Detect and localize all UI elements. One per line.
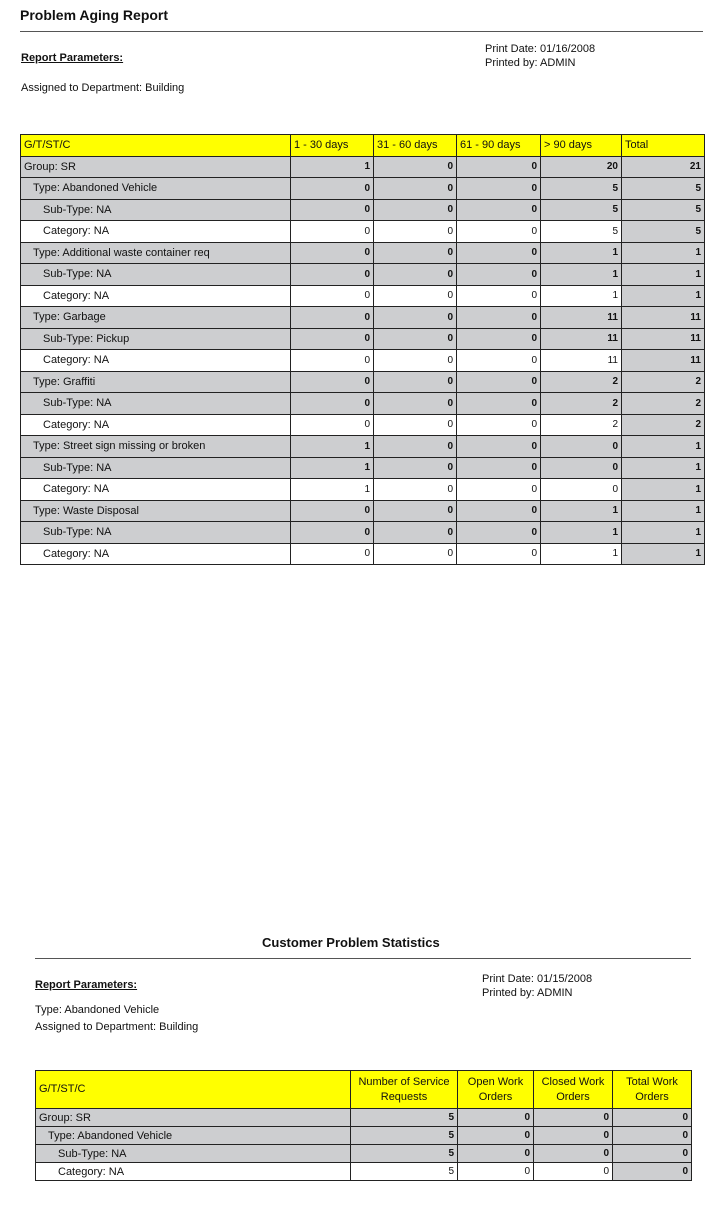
department-parameter: Assigned to Department: Building — [21, 82, 185, 94]
title-divider — [20, 31, 703, 32]
row-value: 0 — [374, 457, 457, 479]
row-value: 0 — [374, 156, 457, 178]
row-label: Sub-Type: Pickup — [21, 328, 291, 350]
table-row — [21, 457, 705, 479]
table-row — [21, 264, 705, 286]
column-header-1-30: 1 - 30 days — [291, 135, 374, 157]
row-value: 0 — [457, 178, 541, 200]
row-value: 2 — [541, 393, 622, 415]
row-value: 0 — [541, 436, 622, 458]
row-value: 0 — [374, 436, 457, 458]
column-header-gtstc-2: G/T/ST/C — [36, 1071, 351, 1109]
row-value: 11 — [541, 328, 622, 350]
row-value: 2 — [622, 414, 705, 436]
row-value: 0 — [291, 522, 374, 544]
row-value: 0 — [457, 307, 541, 329]
row-value: 5 — [541, 199, 622, 221]
row-value: 0 — [374, 414, 457, 436]
row-value: 0 — [534, 1127, 613, 1145]
row-label: Category: NA — [36, 1163, 351, 1181]
row-value: 0 — [457, 264, 541, 286]
row-label: Sub-Type: NA — [21, 393, 291, 415]
column-header-over-90: > 90 days — [541, 135, 622, 157]
row-value: 1 — [541, 543, 622, 565]
row-label: Type: Waste Disposal — [21, 500, 291, 522]
row-value: 0 — [374, 242, 457, 264]
aging-table — [20, 134, 705, 565]
row-value: 0 — [291, 371, 374, 393]
table-header-row — [21, 135, 705, 157]
row-value: 20 — [541, 156, 622, 178]
row-value: 1 — [622, 264, 705, 286]
row-value: 1 — [541, 522, 622, 544]
row-value: 0 — [613, 1145, 692, 1163]
column-header-total-work-orders: Total Work Orders — [613, 1071, 692, 1109]
row-value: 0 — [374, 479, 457, 501]
row-value: 1 — [291, 479, 374, 501]
row-value: 0 — [374, 371, 457, 393]
row-value: 0 — [613, 1127, 692, 1145]
row-value: 0 — [457, 285, 541, 307]
row-value: 5 — [351, 1109, 458, 1127]
table-row — [21, 393, 705, 415]
row-value: 0 — [457, 414, 541, 436]
row-value: 0 — [291, 199, 374, 221]
row-value: 0 — [534, 1145, 613, 1163]
column-header-total: Total — [622, 135, 705, 157]
print-date: Print Date: 01/16/2008 — [485, 43, 596, 55]
row-value: 0 — [613, 1163, 692, 1181]
row-value: 0 — [291, 350, 374, 372]
row-value: 5 — [541, 178, 622, 200]
row-value: 0 — [291, 178, 374, 200]
printed-by: Printed by: ADMIN — [485, 57, 576, 69]
row-value: 0 — [534, 1163, 613, 1181]
row-value: 5 — [351, 1163, 458, 1181]
row-value: 1 — [541, 242, 622, 264]
row-value: 0 — [374, 393, 457, 415]
report-parameters-label: Report Parameters: — [21, 52, 124, 64]
row-value: 1 — [541, 264, 622, 286]
row-value: 5 — [351, 1145, 458, 1163]
table2-header-row — [36, 1071, 692, 1109]
row-value: 0 — [374, 199, 457, 221]
row-value: 1 — [622, 522, 705, 544]
table-row — [21, 543, 705, 565]
row-value: 2 — [541, 371, 622, 393]
row-label: Type: Street sign missing or broken — [21, 436, 291, 458]
row-value: 0 — [291, 307, 374, 329]
row-label: Type: Abandoned Vehicle — [36, 1127, 351, 1145]
row-label: Category: NA — [21, 350, 291, 372]
row-value: 0 — [457, 479, 541, 501]
table-row — [36, 1145, 692, 1163]
row-value: 1 — [291, 457, 374, 479]
row-value: 11 — [622, 328, 705, 350]
row-label: Sub-Type: NA — [36, 1145, 351, 1163]
table-row — [21, 156, 705, 178]
row-value: 0 — [534, 1109, 613, 1127]
table-row — [21, 436, 705, 458]
row-value: 0 — [291, 328, 374, 350]
row-label: Type: Graffiti — [21, 371, 291, 393]
table-row — [21, 285, 705, 307]
row-value: 0 — [374, 307, 457, 329]
printed-by-2: Printed by: ADMIN — [482, 987, 573, 999]
row-value: 2 — [622, 393, 705, 415]
row-value: 1 — [622, 543, 705, 565]
row-label: Group: SR — [36, 1109, 351, 1127]
row-label: Group: SR — [21, 156, 291, 178]
row-value: 0 — [374, 543, 457, 565]
department-parameter-2: Assigned to Department: Building — [35, 1021, 199, 1033]
row-value: 0 — [541, 479, 622, 501]
row-value: 0 — [613, 1109, 692, 1127]
row-value: 1 — [622, 242, 705, 264]
table-row — [21, 350, 705, 372]
table-row — [21, 479, 705, 501]
table-row — [21, 178, 705, 200]
row-value: 0 — [457, 221, 541, 243]
table-row — [21, 242, 705, 264]
row-value: 0 — [457, 436, 541, 458]
row-label: Category: NA — [21, 543, 291, 565]
row-value: 0 — [374, 328, 457, 350]
table-row — [36, 1163, 692, 1181]
row-value: 0 — [457, 242, 541, 264]
row-value: 0 — [374, 285, 457, 307]
row-value: 0 — [457, 156, 541, 178]
row-value: 0 — [457, 350, 541, 372]
row-label: Type: Garbage — [21, 307, 291, 329]
row-value: 0 — [374, 178, 457, 200]
row-value: 2 — [541, 414, 622, 436]
row-value: 0 — [374, 350, 457, 372]
row-value: 11 — [541, 307, 622, 329]
row-value: 11 — [541, 350, 622, 372]
table-row — [36, 1127, 692, 1145]
print-info — [485, 42, 595, 70]
row-value: 0 — [457, 457, 541, 479]
report2-parameters-label: Report Parameters: — [35, 979, 138, 991]
row-value: 5 — [622, 199, 705, 221]
row-label: Category: NA — [21, 479, 291, 501]
type-parameter: Type: Abandoned Vehicle — [35, 1004, 160, 1016]
table-row — [21, 371, 705, 393]
row-value: 21 — [622, 156, 705, 178]
row-value: 0 — [374, 264, 457, 286]
row-value: 0 — [457, 328, 541, 350]
table-row — [21, 221, 705, 243]
column-header-open-work-orders: Open Work Orders — [458, 1071, 534, 1109]
report2-title: Customer Problem Statistics — [262, 935, 440, 950]
row-value: 0 — [457, 522, 541, 544]
row-value: 5 — [622, 178, 705, 200]
row-value: 0 — [458, 1109, 534, 1127]
row-value: 0 — [291, 285, 374, 307]
row-value: 0 — [458, 1163, 534, 1181]
row-value: 11 — [622, 307, 705, 329]
row-value: 0 — [374, 221, 457, 243]
row-value: 0 — [458, 1145, 534, 1163]
table-row — [36, 1109, 692, 1127]
row-value: 1 — [541, 500, 622, 522]
column-header-61-90: 61 - 90 days — [457, 135, 541, 157]
table-row — [21, 500, 705, 522]
row-value: 0 — [291, 543, 374, 565]
row-value: 5 — [351, 1127, 458, 1145]
table-row — [21, 522, 705, 544]
row-value: 0 — [458, 1127, 534, 1145]
report-title: Problem Aging Report — [20, 7, 169, 23]
row-value: 0 — [374, 522, 457, 544]
row-label: Type: Additional waste container req — [21, 242, 291, 264]
row-value: 11 — [622, 350, 705, 372]
row-label: Category: NA — [21, 414, 291, 436]
row-value: 0 — [291, 221, 374, 243]
table-row — [21, 414, 705, 436]
row-value: 5 — [622, 221, 705, 243]
row-value: 0 — [457, 543, 541, 565]
row-label: Sub-Type: NA — [21, 457, 291, 479]
table-row — [21, 199, 705, 221]
row-label: Category: NA — [21, 285, 291, 307]
row-value: 0 — [291, 414, 374, 436]
column-header-31-60: 31 - 60 days — [374, 135, 457, 157]
row-value: 0 — [457, 500, 541, 522]
table-row — [21, 328, 705, 350]
row-value: 0 — [291, 264, 374, 286]
print-date-2: Print Date: 01/15/2008 — [482, 973, 593, 985]
row-value: 0 — [374, 500, 457, 522]
table-row — [21, 307, 705, 329]
row-value: 0 — [291, 393, 374, 415]
row-value: 1 — [622, 457, 705, 479]
column-header-gtstc: G/T/ST/C — [21, 135, 291, 157]
row-label: Sub-Type: NA — [21, 199, 291, 221]
row-value: 0 — [457, 199, 541, 221]
row-value: 1 — [622, 436, 705, 458]
row-label: Sub-Type: NA — [21, 522, 291, 544]
column-header-service-requests: Number of Service Requests — [351, 1071, 458, 1109]
column-header-closed-work-orders: Closed Work Orders — [534, 1071, 613, 1109]
row-value: 0 — [457, 371, 541, 393]
row-value: 1 — [291, 436, 374, 458]
row-value: 0 — [541, 457, 622, 479]
row-value: 2 — [622, 371, 705, 393]
row-label: Sub-Type: NA — [21, 264, 291, 286]
row-label: Type: Abandoned Vehicle — [21, 178, 291, 200]
row-value: 0 — [457, 393, 541, 415]
row-value: 1 — [291, 156, 374, 178]
print-info-2 — [482, 972, 592, 1000]
report2-title-divider — [35, 958, 691, 959]
row-value: 0 — [291, 242, 374, 264]
row-value: 5 — [541, 221, 622, 243]
row-value: 1 — [622, 500, 705, 522]
row-value: 1 — [541, 285, 622, 307]
row-value: 1 — [622, 479, 705, 501]
row-label: Category: NA — [21, 221, 291, 243]
row-value: 1 — [622, 285, 705, 307]
statistics-table — [35, 1070, 692, 1181]
row-value: 0 — [291, 500, 374, 522]
